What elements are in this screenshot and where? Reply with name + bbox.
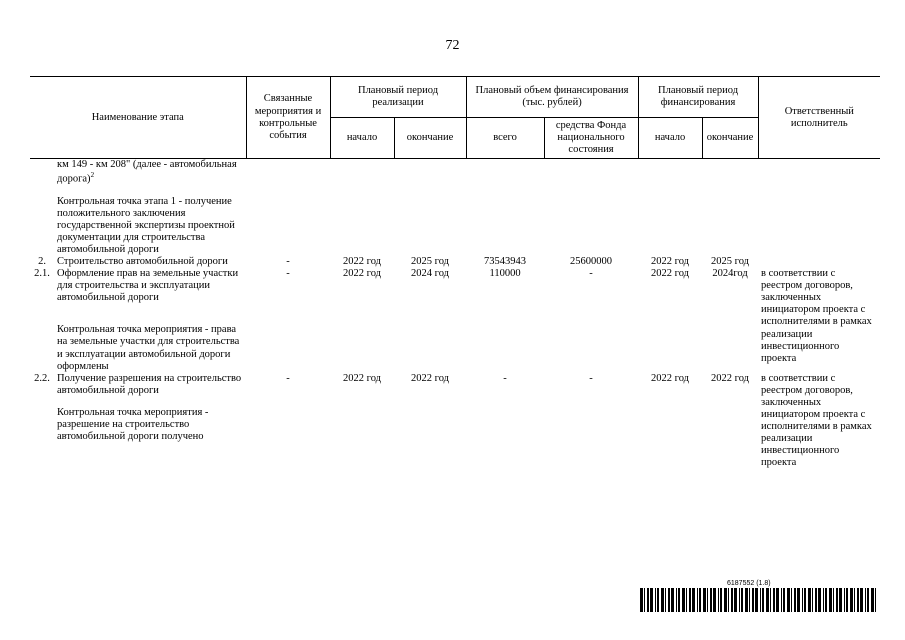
period-end: 2024 год [411, 268, 449, 280]
funding-end: 2025 год [711, 256, 750, 268]
stage-name: Оформление прав на земельные участки для строительства и эксплуатации автомобильной дороги [57, 268, 239, 304]
funding-fund: 25600000 [570, 256, 613, 268]
period-start: 2022 год [343, 256, 381, 268]
header-responsible: Ответственный исполнитель [758, 77, 880, 159]
control-point: Контрольная точка мероприятия - разрешение на строительство автомобильной дороги получено [57, 406, 209, 442]
period-start: 2022 год [343, 372, 381, 384]
responsible-executor: в соответствии с реестром договоров, заключенных инициатором проекта с исполнителями в рамках реализации инвестиционного проекта [761, 268, 872, 364]
period-end: 2022 год [411, 372, 449, 384]
header-funding-period: Плановый период финансирования [638, 77, 758, 118]
control-point: Контрольная точка мероприятия - права на земельные участки для строительства и эксплуатации автомобильной дороги оформлены [57, 324, 240, 372]
barcode-code: 6187552 (1.8) [727, 580, 771, 587]
table-row-continuation [30, 159, 880, 256]
barcode-icon [640, 588, 880, 612]
header-stage-name: Наименование этапа [30, 77, 246, 159]
funding-fund: - [589, 372, 593, 384]
table-row [30, 268, 880, 372]
funding-start: 2022 год [651, 268, 690, 280]
footnote-mark: 2 [90, 171, 95, 180]
header-fin-start: начало [638, 118, 702, 159]
funding-end: 2024год [712, 268, 748, 280]
table-row [30, 373, 880, 470]
related-events: - [286, 372, 290, 384]
stage-name: Строительство автомобильной дороги [57, 256, 228, 268]
funding-start: 2022 год [651, 372, 690, 384]
period-end: 2025 год [411, 256, 449, 268]
row-number: 2.2. [34, 372, 50, 384]
stage-name: Получение разрешения на строительство автомобильной дороги [57, 372, 242, 396]
funding-end: 2022 год [711, 372, 750, 384]
funding-start: 2022 год [651, 256, 690, 268]
header-start: начало [330, 118, 394, 159]
header-fund-means: средства Фонда национального состояния [544, 118, 638, 159]
row-number: 2.1. [34, 268, 50, 280]
plan-table [30, 76, 880, 469]
header-fin-end: окончание [702, 118, 758, 159]
continuation-text: км 149 - км 208" (далее - автомобильная дорога)$^2$ [57, 159, 237, 185]
period-start: 2022 год [343, 268, 381, 280]
funding-total: 73543943 [484, 256, 527, 268]
header-related-events: Связанные мероприятия и контрольные события [246, 77, 330, 159]
funding-total: 110000 [489, 268, 521, 280]
header-funding-volume: Плановый объем финансирования (тыс. рублей) [466, 77, 638, 118]
funding-fund: - [589, 268, 593, 280]
header-end: окончание [394, 118, 466, 159]
table-row [30, 256, 880, 268]
related-events: - [286, 256, 290, 268]
header-total: всего [466, 118, 544, 159]
row-number: 2. [38, 256, 46, 268]
continuation-control-point: Контрольная точка этапа 1 - получение положительного заключения государственной экспертизы проектной документации для строительства автомобильной дороги [57, 195, 235, 256]
funding-total: - [503, 372, 507, 384]
responsible-executor: в соответствии с реестром договоров, заключенных инициатором проекта с исполнителями в рамках реализации инвестиционного проекта [761, 372, 872, 469]
page-number: 72 [445, 38, 460, 53]
header-planned-period: Плановый период реализации [330, 77, 466, 118]
related-events: - [286, 268, 290, 280]
